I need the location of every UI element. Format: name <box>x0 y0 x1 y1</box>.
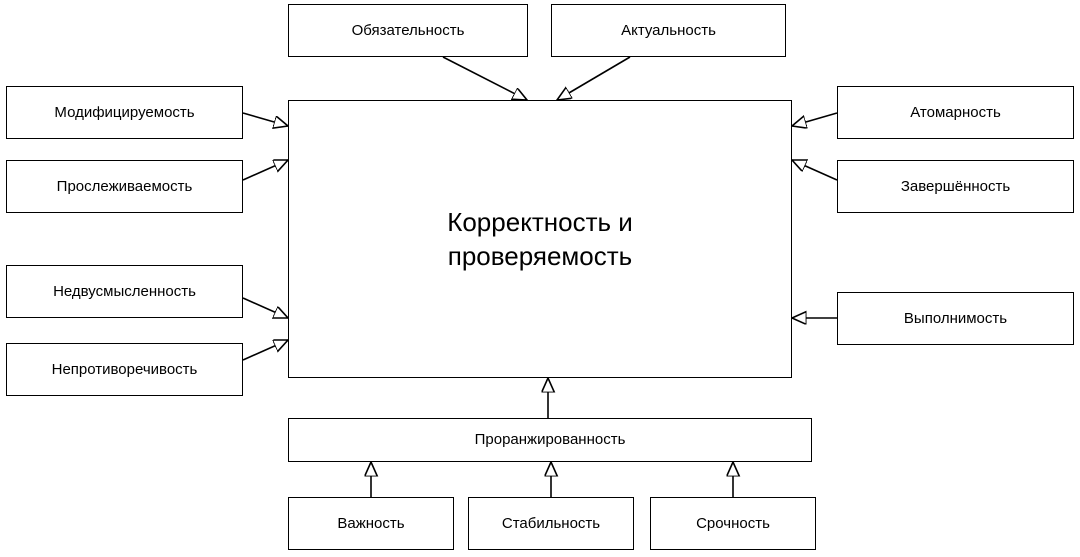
node-vazhnost <box>288 497 454 550</box>
node-center <box>288 100 792 378</box>
node-stabilnost-label: Стабильность <box>501 514 601 532</box>
node-srochnost <box>650 497 816 550</box>
node-vypolnimost-label: Выполнимость <box>903 309 1008 327</box>
node-stabilnost <box>468 497 634 550</box>
node-neprotivorechivost-label: Непротиворечивость <box>51 360 198 378</box>
node-nedvusmyslennost <box>6 265 243 318</box>
node-atomarnost-label: Атомарность <box>910 103 1001 121</box>
node-aktualnost-label: Актуальность <box>621 21 716 39</box>
arrow-proslezhivaemost <box>243 160 288 180</box>
node-center-label <box>443 205 637 274</box>
arrow-zavershyonnost <box>792 160 837 180</box>
arrow-atomarnost <box>792 113 837 126</box>
node-modificiruemost-label: Модифицируемость <box>54 103 195 121</box>
node-obyazatelnost <box>288 4 528 57</box>
arrow-obyazatelnost <box>443 57 527 100</box>
node-proranzhirovannost <box>288 418 812 462</box>
node-proranzhirovannost-label: Проранжированность <box>474 431 626 448</box>
node-nedvusmyslennost-label: Недвусмысленность <box>53 282 196 300</box>
node-atomarnost <box>837 86 1074 139</box>
arrow-nedvusmyslennost <box>243 298 288 318</box>
node-modificiruemost <box>6 86 243 139</box>
node-vazhnost-label: Важность <box>337 514 405 532</box>
node-vypolnimost <box>837 292 1074 345</box>
node-srochnost-label: Срочность <box>696 514 770 532</box>
node-proslezhivaemost-label: Прослеживаемость <box>56 177 193 195</box>
arrow-aktualnost <box>557 57 630 100</box>
node-proslezhivaemost <box>6 160 243 213</box>
arrow-modificiruemost <box>243 113 288 126</box>
node-center-line1: Корректность и <box>447 206 633 237</box>
node-zavershyonnost <box>837 160 1074 213</box>
arrow-neprotivorechivost <box>243 340 288 360</box>
node-obyazatelnost-label: Обязательность <box>351 21 465 39</box>
node-aktualnost <box>551 4 786 57</box>
node-zavershyonnost-label: Завершённость <box>900 177 1011 195</box>
node-center-line2: проверяемость <box>447 241 633 271</box>
node-neprotivorechivost <box>6 343 243 396</box>
